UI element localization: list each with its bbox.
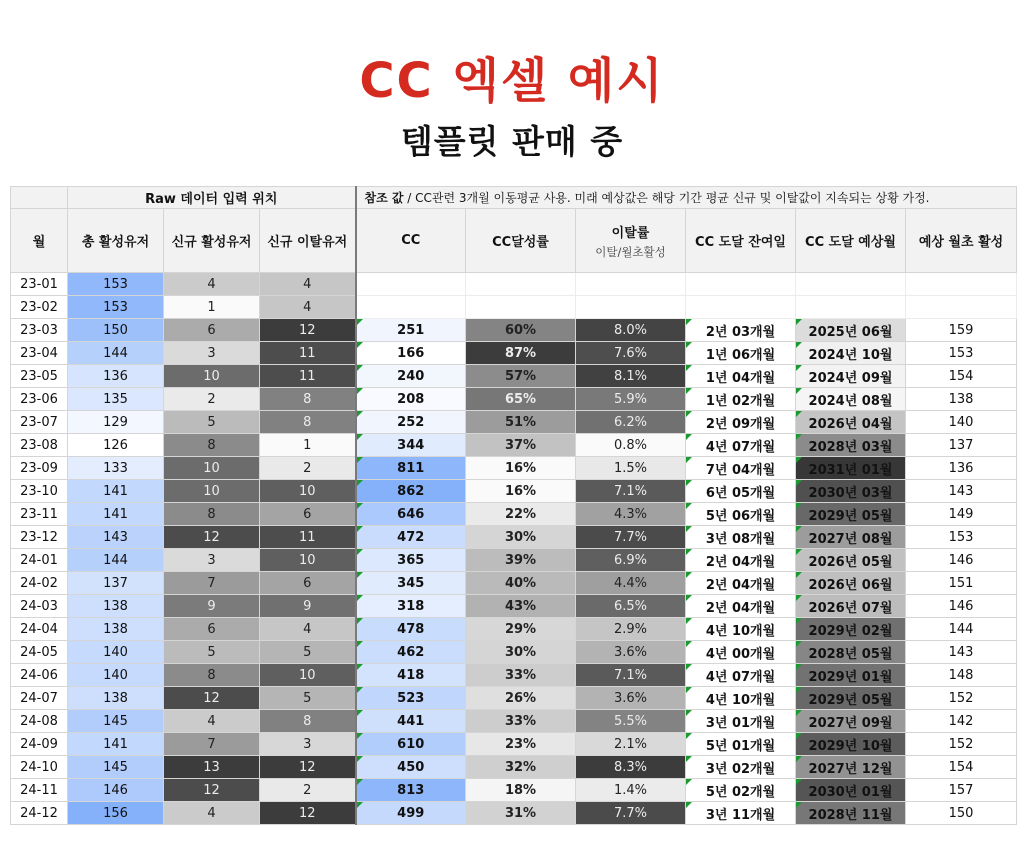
table-row (11, 434, 1017, 457)
churn-rate-cell[interactable]: 5.5% (576, 710, 686, 733)
expected-active-cell[interactable]: 159 (906, 319, 1017, 342)
expected-active-cell[interactable]: 144 (906, 618, 1017, 641)
table-row (11, 641, 1017, 664)
cc-rate-cell[interactable]: 65% (466, 388, 576, 411)
churn-rate-cell[interactable]: 6.5% (576, 595, 686, 618)
table-row (11, 296, 1017, 319)
cc-expected-month-cell[interactable]: 2026년 05월 (796, 549, 906, 572)
total-active-cell[interactable]: 141 (68, 480, 164, 503)
new-active-cell[interactable]: 4 (164, 273, 260, 296)
cc-expected-month-cell[interactable]: 2026년 06월 (796, 572, 906, 595)
cc-rate-cell[interactable]: 26% (466, 687, 576, 710)
churn-rate-cell[interactable]: 6.9% (576, 549, 686, 572)
total-active-cell[interactable]: 141 (68, 503, 164, 526)
month-cell[interactable]: 24-05 (11, 641, 68, 664)
raw-data-group-header: Raw 데이터 입력 위치 (68, 187, 356, 209)
expected-active-cell[interactable]: 152 (906, 733, 1017, 756)
new-active-cell[interactable]: 12 (164, 526, 260, 549)
col-header-cc-remaining[interactable]: CC 도달 잔여일 (686, 209, 796, 273)
total-active-cell[interactable]: 126 (68, 434, 164, 457)
col-header-new-churn[interactable]: 신규 이탈유저 (260, 209, 356, 273)
new-churn-cell[interactable]: 11 (260, 342, 356, 365)
cc-cell[interactable]: 240 (356, 365, 466, 388)
churn-rate-cell[interactable]: 4.3% (576, 503, 686, 526)
table-row (11, 687, 1017, 710)
expected-active-cell[interactable]: 148 (906, 664, 1017, 687)
churn-rate-cell[interactable]: 4.4% (576, 572, 686, 595)
new-active-cell[interactable]: 3 (164, 549, 260, 572)
cc-remaining-cell[interactable]: 4년 07개월 (686, 434, 796, 457)
new-churn-cell[interactable]: 4 (260, 296, 356, 319)
cc-rate-cell[interactable]: 23% (466, 733, 576, 756)
expected-active-cell[interactable]: 143 (906, 480, 1017, 503)
cc-rate-cell[interactable]: 57% (466, 365, 576, 388)
cc-remaining-cell[interactable]: 2년 04개월 (686, 549, 796, 572)
total-active-cell[interactable]: 133 (68, 457, 164, 480)
month-cell[interactable]: 24-07 (11, 687, 68, 710)
total-active-cell[interactable]: 156 (68, 802, 164, 825)
new-active-cell[interactable]: 8 (164, 503, 260, 526)
cc-cell[interactable]: 252 (356, 411, 466, 434)
table-row (11, 457, 1017, 480)
month-cell[interactable]: 23-06 (11, 388, 68, 411)
table-row (11, 342, 1017, 365)
cc-cell[interactable]: 166 (356, 342, 466, 365)
total-active-cell[interactable]: 145 (68, 756, 164, 779)
table-row (11, 526, 1017, 549)
cc-cell[interactable]: 478 (356, 618, 466, 641)
cc-expected-month-cell[interactable]: 2027년 08월 (796, 526, 906, 549)
churn-rate-cell[interactable]: 5.9% (576, 388, 686, 411)
new-active-cell[interactable]: 5 (164, 411, 260, 434)
cc-expected-month-cell[interactable] (796, 273, 906, 296)
table-row (11, 273, 1017, 296)
spreadsheet (10, 186, 1016, 825)
churn-rate-cell[interactable] (576, 296, 686, 319)
cc-cell[interactable]: 462 (356, 641, 466, 664)
new-active-cell[interactable]: 8 (164, 434, 260, 457)
cc-expected-month-cell[interactable]: 2024년 10월 (796, 342, 906, 365)
cc-remaining-cell[interactable]: 6년 05개월 (686, 480, 796, 503)
expected-active-cell[interactable]: 150 (906, 802, 1017, 825)
cc-remaining-cell[interactable]: 3년 01개월 (686, 710, 796, 733)
page-title: CC 엑셀 예시 (359, 53, 665, 109)
cc-cell[interactable]: 450 (356, 756, 466, 779)
table-row (11, 572, 1017, 595)
expected-active-cell[interactable]: 143 (906, 641, 1017, 664)
new-churn-cell[interactable]: 8 (260, 710, 356, 733)
cc-remaining-cell[interactable]: 1년 02개월 (686, 388, 796, 411)
new-active-cell[interactable]: 10 (164, 480, 260, 503)
table-row (11, 411, 1017, 434)
total-active-cell[interactable]: 136 (68, 365, 164, 388)
churn-rate-cell[interactable]: 8.1% (576, 365, 686, 388)
new-churn-cell[interactable]: 2 (260, 779, 356, 802)
cc-cell[interactable]: 344 (356, 434, 466, 457)
col-header-cc-rate[interactable]: CC달성률 (466, 209, 576, 273)
cc-cell[interactable] (356, 273, 466, 296)
total-active-cell[interactable]: 129 (68, 411, 164, 434)
month-cell[interactable]: 23-05 (11, 365, 68, 388)
cc-rate-cell[interactable] (466, 273, 576, 296)
col-header-cc[interactable]: CC (356, 209, 466, 273)
cc-cell[interactable]: 646 (356, 503, 466, 526)
new-churn-cell[interactable]: 3 (260, 733, 356, 756)
reference-group-header (356, 187, 1017, 209)
churn-rate-cell[interactable]: 1.5% (576, 457, 686, 480)
expected-active-cell[interactable]: 149 (906, 503, 1017, 526)
month-cell[interactable]: 23-07 (11, 411, 68, 434)
new-active-cell[interactable]: 8 (164, 664, 260, 687)
cc-expected-month-cell[interactable]: 2029년 10월 (796, 733, 906, 756)
new-churn-cell[interactable]: 4 (260, 273, 356, 296)
new-active-cell[interactable]: 2 (164, 388, 260, 411)
table-row (11, 664, 1017, 687)
expected-active-cell[interactable]: 138 (906, 388, 1017, 411)
new-churn-cell[interactable]: 10 (260, 664, 356, 687)
month-cell[interactable]: 23-09 (11, 457, 68, 480)
cc-expected-month-cell[interactable]: 2029년 05월 (796, 503, 906, 526)
month-cell[interactable]: 23-08 (11, 434, 68, 457)
cc-rate-cell[interactable]: 22% (466, 503, 576, 526)
corner-cell (11, 187, 68, 209)
churn-rate-cell[interactable]: 0.8% (576, 434, 686, 457)
table-body (11, 273, 1017, 825)
expected-active-cell[interactable]: 146 (906, 549, 1017, 572)
cc-cell[interactable]: 499 (356, 802, 466, 825)
cc-remaining-cell[interactable]: 2년 04개월 (686, 572, 796, 595)
new-churn-cell[interactable]: 6 (260, 503, 356, 526)
month-cell[interactable]: 24-06 (11, 664, 68, 687)
new-active-cell[interactable]: 9 (164, 595, 260, 618)
cc-rate-cell[interactable]: 51% (466, 411, 576, 434)
cc-expected-month-cell[interactable]: 2029년 05월 (796, 687, 906, 710)
total-active-cell[interactable]: 153 (68, 273, 164, 296)
cc-rate-cell[interactable] (466, 296, 576, 319)
expected-active-cell[interactable]: 142 (906, 710, 1017, 733)
cc-remaining-cell[interactable]: 2년 09개월 (686, 411, 796, 434)
total-active-cell[interactable]: 140 (68, 664, 164, 687)
expected-active-cell[interactable]: 151 (906, 572, 1017, 595)
cc-remaining-cell[interactable]: 3년 08개월 (686, 526, 796, 549)
cc-cell[interactable]: 523 (356, 687, 466, 710)
table-row (11, 365, 1017, 388)
cc-cell[interactable]: 251 (356, 319, 466, 342)
new-churn-cell[interactable]: 4 (260, 618, 356, 641)
total-active-cell[interactable]: 138 (68, 687, 164, 710)
cc-remaining-cell[interactable]: 5년 06개월 (686, 503, 796, 526)
churn-rate-cell[interactable]: 8.3% (576, 756, 686, 779)
month-cell[interactable]: 23-10 (11, 480, 68, 503)
col-header-expected-active[interactable]: 예상 월초 활성 (906, 209, 1017, 273)
new-churn-cell[interactable]: 9 (260, 595, 356, 618)
new-churn-cell[interactable]: 5 (260, 641, 356, 664)
cc-rate-cell[interactable]: 37% (466, 434, 576, 457)
cc-expected-month-cell[interactable]: 2030년 01월 (796, 779, 906, 802)
total-active-cell[interactable]: 137 (68, 572, 164, 595)
cc-remaining-cell[interactable] (686, 296, 796, 319)
new-active-cell[interactable]: 13 (164, 756, 260, 779)
cc-rate-cell[interactable]: 30% (466, 641, 576, 664)
cc-rate-cell[interactable]: 87% (466, 342, 576, 365)
cc-expected-month-cell[interactable]: 2027년 12월 (796, 756, 906, 779)
expected-active-cell[interactable] (906, 296, 1017, 319)
expected-active-cell[interactable]: 157 (906, 779, 1017, 802)
cc-rate-cell[interactable]: 33% (466, 664, 576, 687)
cc-rate-cell[interactable]: 16% (466, 480, 576, 503)
churn-rate-cell[interactable]: 2.9% (576, 618, 686, 641)
table-row (11, 618, 1017, 641)
new-active-cell[interactable]: 10 (164, 365, 260, 388)
cc-remaining-cell[interactable]: 4년 10개월 (686, 618, 796, 641)
cc-expected-month-cell[interactable]: 2031년 01월 (796, 457, 906, 480)
cc-rate-cell[interactable]: 33% (466, 710, 576, 733)
table-row (11, 480, 1017, 503)
churn-rate-cell[interactable] (576, 273, 686, 296)
new-churn-cell[interactable]: 12 (260, 319, 356, 342)
cc-cell[interactable]: 610 (356, 733, 466, 756)
table-row (11, 503, 1017, 526)
cc-rate-cell[interactable]: 39% (466, 549, 576, 572)
month-cell[interactable]: 23-12 (11, 526, 68, 549)
cc-remaining-cell[interactable]: 2년 04개월 (686, 595, 796, 618)
cc-expected-month-cell[interactable]: 2024년 09월 (796, 365, 906, 388)
new-active-cell[interactable]: 4 (164, 802, 260, 825)
churn-rate-cell[interactable]: 7.7% (576, 802, 686, 825)
table-row (11, 710, 1017, 733)
cc-rate-cell[interactable]: 29% (466, 618, 576, 641)
total-active-cell[interactable]: 144 (68, 342, 164, 365)
cc-expected-month-cell[interactable]: 2028년 05월 (796, 641, 906, 664)
cc-rate-cell[interactable]: 18% (466, 779, 576, 802)
churn-rate-cell[interactable]: 1.4% (576, 779, 686, 802)
total-active-cell[interactable]: 144 (68, 549, 164, 572)
cc-cell[interactable] (356, 296, 466, 319)
cc-rate-cell[interactable]: 40% (466, 572, 576, 595)
cc-expected-month-cell[interactable]: 2029년 01월 (796, 664, 906, 687)
month-cell[interactable]: 24-03 (11, 595, 68, 618)
cc-remaining-cell[interactable]: 4년 00개월 (686, 641, 796, 664)
cc-expected-month-cell[interactable] (796, 296, 906, 319)
month-cell[interactable]: 24-12 (11, 802, 68, 825)
new-churn-cell[interactable]: 12 (260, 802, 356, 825)
cc-rate-cell[interactable]: 60% (466, 319, 576, 342)
month-cell[interactable]: 23-04 (11, 342, 68, 365)
cc-remaining-cell[interactable]: 1년 06개월 (686, 342, 796, 365)
cc-remaining-cell[interactable]: 3년 11개월 (686, 802, 796, 825)
col-header-total-active[interactable]: 총 활성유저 (68, 209, 164, 273)
cc-expected-month-cell[interactable]: 2024년 08월 (796, 388, 906, 411)
new-active-cell[interactable]: 12 (164, 687, 260, 710)
cc-rate-cell[interactable]: 32% (466, 756, 576, 779)
table-row (11, 595, 1017, 618)
total-active-cell[interactable]: 135 (68, 388, 164, 411)
month-cell[interactable]: 24-10 (11, 756, 68, 779)
cc-remaining-cell[interactable]: 4년 07개월 (686, 664, 796, 687)
churn-rate-cell[interactable]: 3.6% (576, 687, 686, 710)
expected-active-cell[interactable]: 154 (906, 365, 1017, 388)
cc-expected-month-cell[interactable]: 2029년 02월 (796, 618, 906, 641)
month-cell[interactable]: 23-02 (11, 296, 68, 319)
expected-active-cell[interactable]: 154 (906, 756, 1017, 779)
expected-active-cell[interactable]: 146 (906, 595, 1017, 618)
col-header-new-active[interactable]: 신규 활성유저 (164, 209, 260, 273)
expected-active-cell[interactable]: 140 (906, 411, 1017, 434)
expected-active-cell[interactable]: 153 (906, 526, 1017, 549)
cc-remaining-cell[interactable]: 4년 10개월 (686, 687, 796, 710)
new-active-cell[interactable]: 5 (164, 641, 260, 664)
total-active-cell[interactable]: 145 (68, 710, 164, 733)
expected-active-cell[interactable]: 153 (906, 342, 1017, 365)
expected-active-cell[interactable]: 152 (906, 687, 1017, 710)
cc-expected-month-cell[interactable]: 2025년 06월 (796, 319, 906, 342)
cc-expected-month-cell[interactable]: 2026년 07월 (796, 595, 906, 618)
new-active-cell[interactable]: 4 (164, 710, 260, 733)
month-cell[interactable]: 24-02 (11, 572, 68, 595)
churn-rate-cell[interactable]: 7.1% (576, 664, 686, 687)
cc-cell[interactable]: 208 (356, 388, 466, 411)
table-row (11, 779, 1017, 802)
new-churn-cell[interactable]: 8 (260, 411, 356, 434)
table-row (11, 319, 1017, 342)
new-active-cell[interactable]: 7 (164, 572, 260, 595)
table-row (11, 388, 1017, 411)
cc-cell[interactable]: 862 (356, 480, 466, 503)
new-active-cell[interactable]: 10 (164, 457, 260, 480)
cc-remaining-cell[interactable] (686, 273, 796, 296)
churn-rate-title: 이탈률 (611, 225, 650, 241)
cc-cell[interactable]: 345 (356, 572, 466, 595)
month-cell[interactable]: 23-01 (11, 273, 68, 296)
churn-rate-subtitle: 이탈/월초활성 (595, 244, 666, 259)
cc-rate-cell[interactable]: 16% (466, 457, 576, 480)
month-cell[interactable]: 23-03 (11, 319, 68, 342)
cc-remaining-cell[interactable]: 2년 03개월 (686, 319, 796, 342)
total-active-cell[interactable]: 150 (68, 319, 164, 342)
data-table (10, 186, 1017, 825)
churn-rate-cell[interactable]: 3.6% (576, 641, 686, 664)
new-churn-cell[interactable]: 8 (260, 388, 356, 411)
new-active-cell[interactable]: 12 (164, 779, 260, 802)
cc-rate-cell[interactable]: 30% (466, 526, 576, 549)
month-cell[interactable]: 24-01 (11, 549, 68, 572)
new-active-cell[interactable]: 1 (164, 296, 260, 319)
new-churn-cell[interactable]: 5 (260, 687, 356, 710)
cc-expected-month-cell[interactable]: 2027년 09월 (796, 710, 906, 733)
expected-active-cell[interactable] (906, 273, 1017, 296)
cc-remaining-cell[interactable]: 5년 01개월 (686, 733, 796, 756)
new-active-cell[interactable]: 6 (164, 618, 260, 641)
col-header-churn-rate[interactable] (576, 209, 686, 273)
cc-remaining-cell[interactable]: 1년 04개월 (686, 365, 796, 388)
total-active-cell[interactable]: 138 (68, 618, 164, 641)
new-active-cell[interactable]: 3 (164, 342, 260, 365)
page-subtitle: 템플릿 판매 중 (400, 122, 624, 161)
total-active-cell[interactable]: 138 (68, 595, 164, 618)
cc-cell[interactable]: 318 (356, 595, 466, 618)
new-churn-cell[interactable]: 11 (260, 526, 356, 549)
total-active-cell[interactable]: 146 (68, 779, 164, 802)
cc-cell[interactable]: 811 (356, 457, 466, 480)
churn-rate-cell[interactable]: 8.0% (576, 319, 686, 342)
reference-label: 참조 값 (364, 191, 404, 205)
total-active-cell[interactable]: 153 (68, 296, 164, 319)
cc-cell[interactable]: 813 (356, 779, 466, 802)
cc-expected-month-cell[interactable]: 2028년 03월 (796, 434, 906, 457)
churn-rate-cell[interactable]: 7.1% (576, 480, 686, 503)
new-churn-cell[interactable]: 6 (260, 572, 356, 595)
expected-active-cell[interactable]: 136 (906, 457, 1017, 480)
new-churn-cell[interactable]: 10 (260, 549, 356, 572)
cc-expected-month-cell[interactable]: 2026년 04월 (796, 411, 906, 434)
month-cell[interactable]: 24-04 (11, 618, 68, 641)
month-cell[interactable]: 24-09 (11, 733, 68, 756)
total-active-cell[interactable]: 141 (68, 733, 164, 756)
month-cell[interactable]: 24-11 (11, 779, 68, 802)
churn-rate-cell[interactable]: 7.6% (576, 342, 686, 365)
table-row (11, 549, 1017, 572)
cc-cell[interactable]: 365 (356, 549, 466, 572)
col-header-cc-expected-month[interactable]: CC 도달 예상월 (796, 209, 906, 273)
table-row (11, 733, 1017, 756)
month-cell[interactable]: 23-11 (11, 503, 68, 526)
month-cell[interactable]: 24-08 (11, 710, 68, 733)
new-churn-cell[interactable]: 2 (260, 457, 356, 480)
total-active-cell[interactable]: 143 (68, 526, 164, 549)
table-row (11, 756, 1017, 779)
cc-cell[interactable]: 472 (356, 526, 466, 549)
reference-note: / CC관련 3개월 이동평균 사용. 미래 예상값은 해당 기간 평균 신규 및 이탈값이 지속되는 상황 가정. (403, 191, 930, 205)
churn-rate-cell[interactable]: 2.1% (576, 733, 686, 756)
new-churn-cell[interactable]: 1 (260, 434, 356, 457)
cc-cell[interactable]: 418 (356, 664, 466, 687)
cc-remaining-cell[interactable]: 7년 04개월 (686, 457, 796, 480)
total-active-cell[interactable]: 140 (68, 641, 164, 664)
new-churn-cell[interactable]: 10 (260, 480, 356, 503)
new-active-cell[interactable]: 7 (164, 733, 260, 756)
new-churn-cell[interactable]: 12 (260, 756, 356, 779)
cc-rate-cell[interactable]: 43% (466, 595, 576, 618)
cc-remaining-cell[interactable]: 3년 02개월 (686, 756, 796, 779)
cc-cell[interactable]: 441 (356, 710, 466, 733)
cc-remaining-cell[interactable]: 5년 02개월 (686, 779, 796, 802)
new-active-cell[interactable]: 6 (164, 319, 260, 342)
col-header-month[interactable]: 월 (11, 209, 68, 273)
cc-expected-month-cell[interactable]: 2028년 11월 (796, 802, 906, 825)
churn-rate-cell[interactable]: 7.7% (576, 526, 686, 549)
expected-active-cell[interactable]: 137 (906, 434, 1017, 457)
cc-rate-cell[interactable]: 31% (466, 802, 576, 825)
table-row (11, 802, 1017, 825)
new-churn-cell[interactable]: 11 (260, 365, 356, 388)
churn-rate-cell[interactable]: 6.2% (576, 411, 686, 434)
cc-expected-month-cell[interactable]: 2030년 03월 (796, 480, 906, 503)
